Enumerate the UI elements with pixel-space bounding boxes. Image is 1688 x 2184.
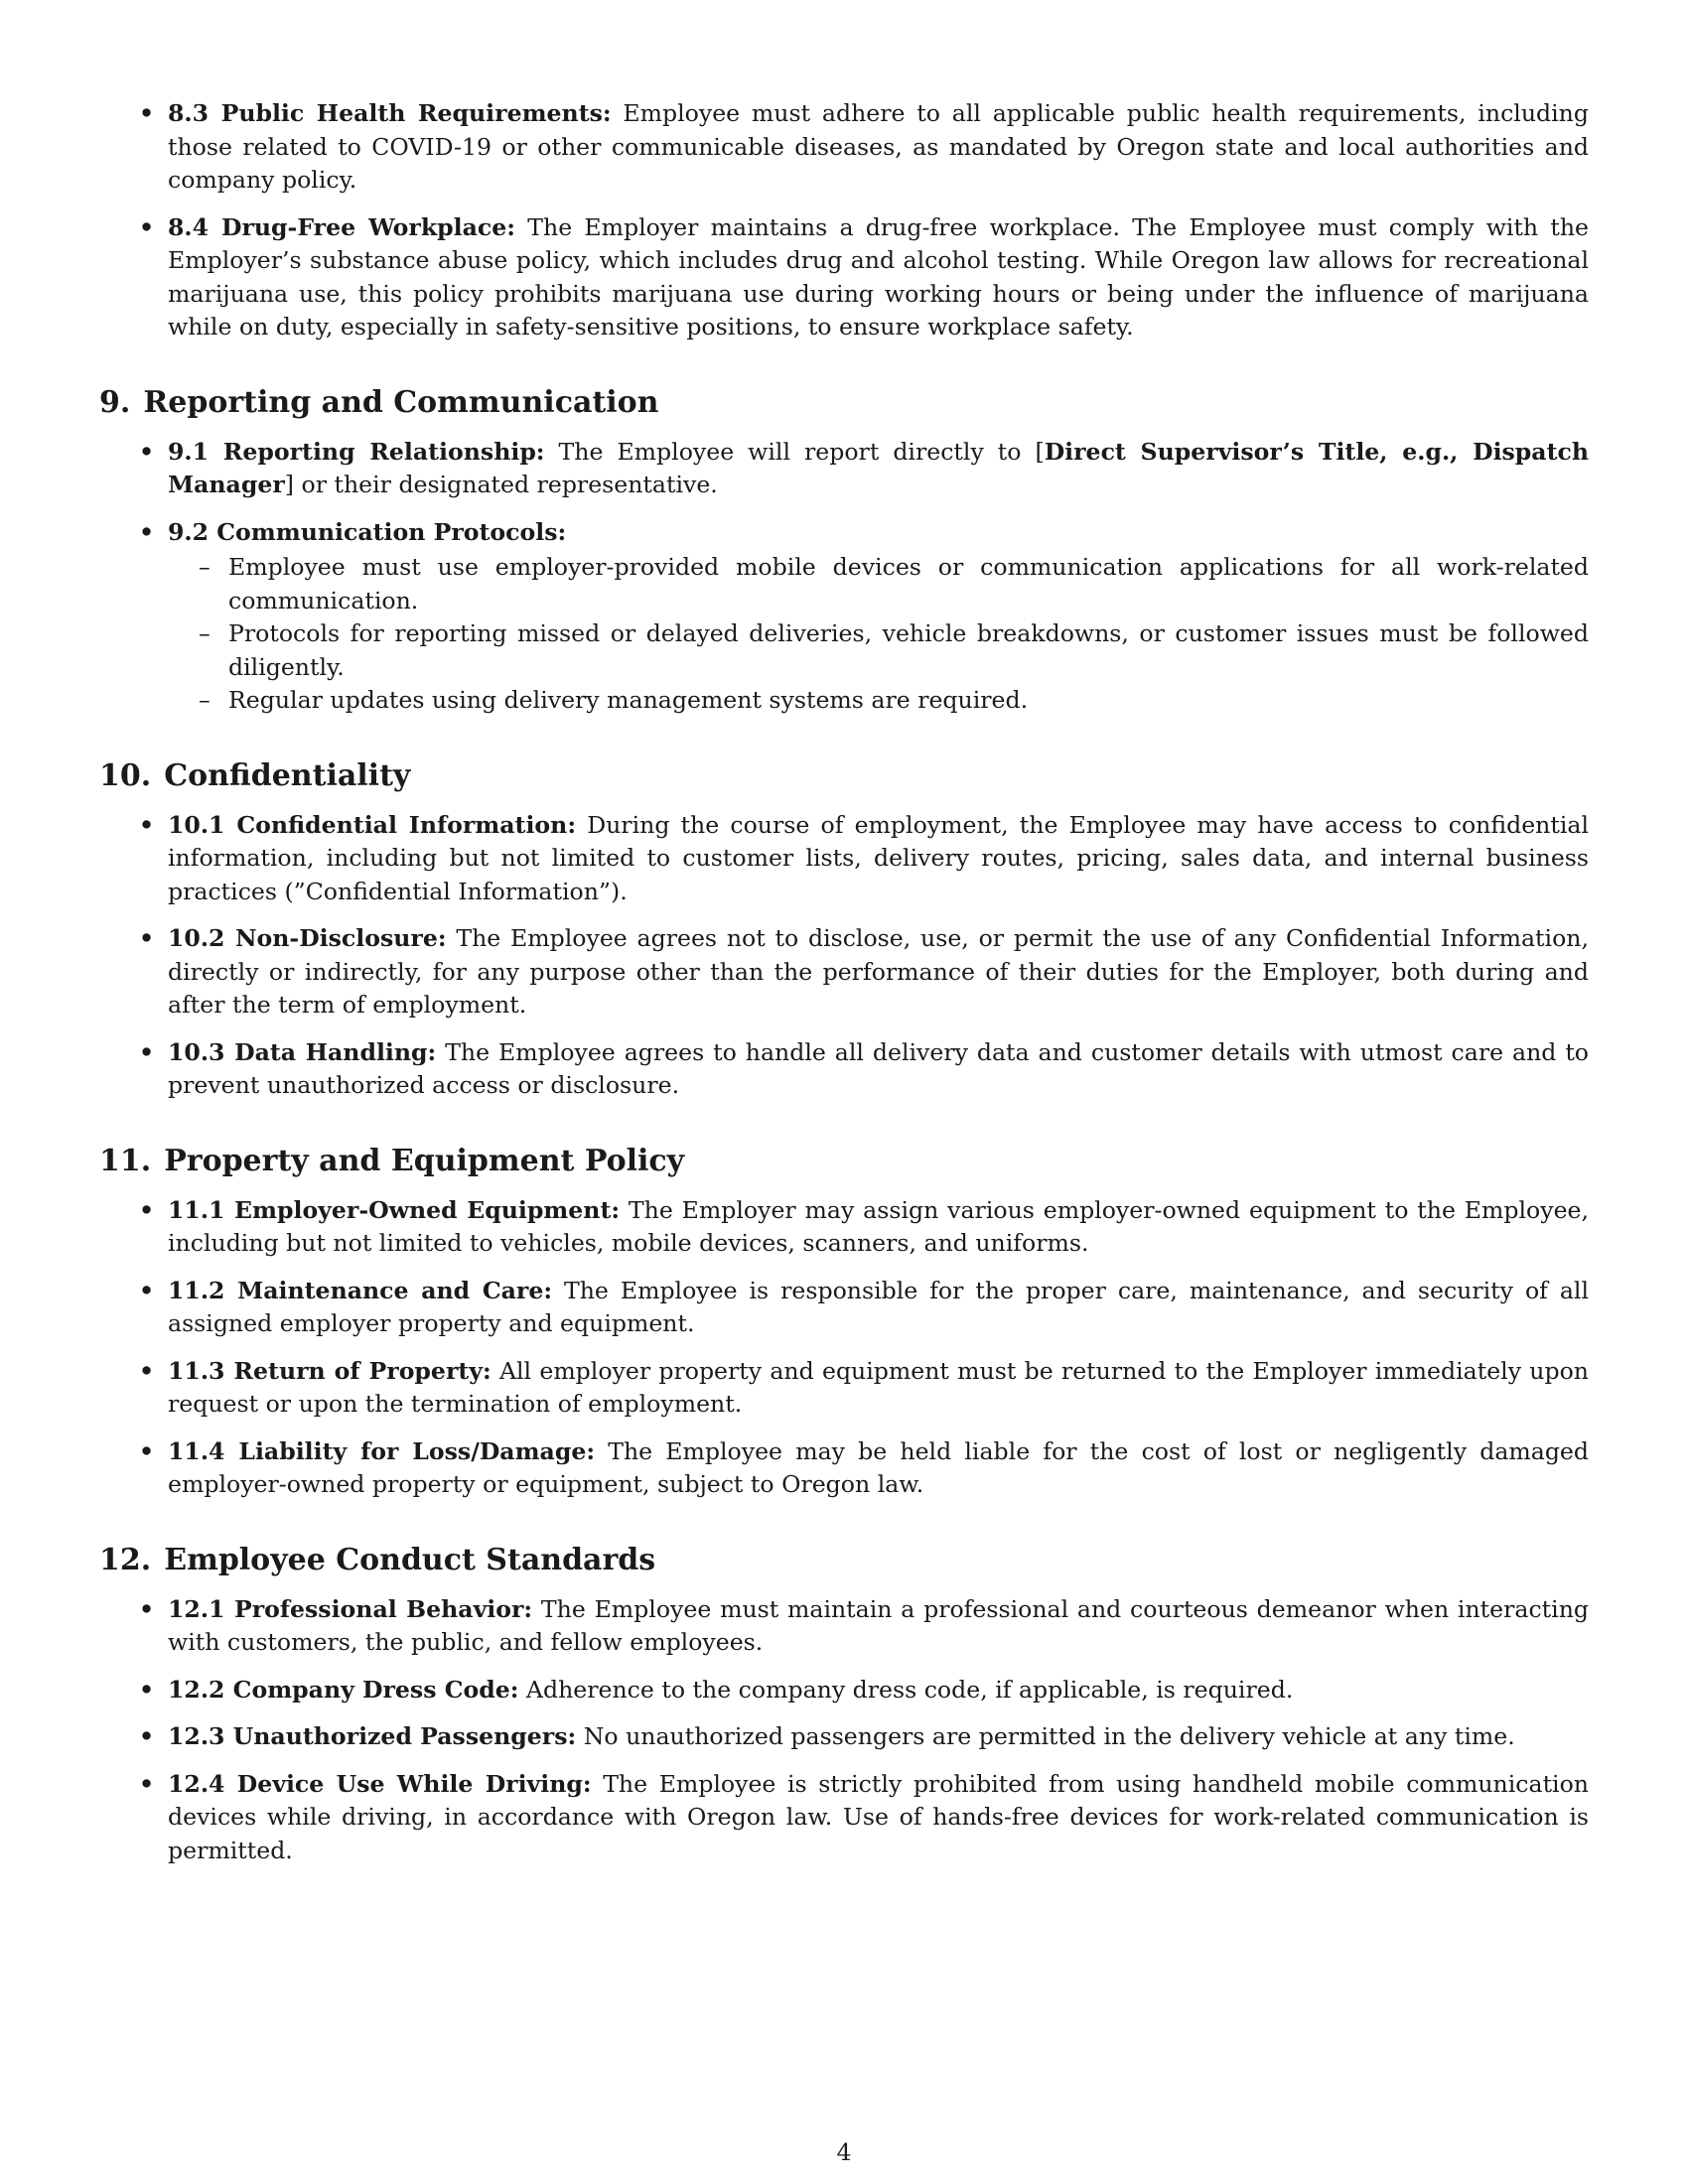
item-label: 12.1 Professional Behavior:: [168, 1594, 533, 1623]
item-label: 10.2 Non-Disclosure:: [168, 924, 447, 952]
list-item: [99, 1036, 1589, 1103]
section-title: Confidentiality: [164, 757, 411, 793]
section-number: 10.: [99, 757, 152, 793]
item-text: The Employee will report directly to [: [544, 437, 1045, 466]
document-page: [99, 97, 1589, 1881]
item-text: Adherence to the company dress code, if applicable, is required.: [518, 1675, 1294, 1704]
list-item: [99, 436, 1589, 502]
list-item: [99, 516, 1589, 550]
dash-icon: –: [199, 686, 211, 714]
list-item: [99, 1194, 1589, 1261]
bullet-icon: •: [139, 1594, 155, 1623]
page-number: 4: [836, 2138, 852, 2166]
item-label: 11.4 Liability for Loss/Damage:: [168, 1436, 596, 1465]
item-text: The Employee is responsible for the proper care, maintenance, and security of all assigned employer property and equipment.: [168, 1276, 1589, 1337]
sub-list-item: – Regular updates using delivery management systems are required.: [99, 684, 1589, 718]
list-item: [99, 211, 1589, 344]
list-item: [99, 922, 1589, 1023]
item-label: 10.3 Data Handling:: [168, 1037, 437, 1066]
item-text: The Employee may be held liable for the cost of lost or negligently damaged employer-owned property or equipment, subject to Oregon law.: [168, 1436, 1589, 1498]
section-title: Reporting and Communication: [143, 384, 659, 420]
list-item: [99, 1720, 1589, 1754]
bullet-icon: •: [139, 212, 155, 241]
bullet-icon: •: [139, 924, 155, 952]
sub-list-item: – Protocols for reporting missed or delayed deliveries, vehicle breakdowns, or customer issues must be followed diligently.: [199, 619, 1589, 681]
list-item: [99, 1435, 1589, 1502]
item-label: 12.2 Company Dress Code:: [168, 1675, 519, 1704]
section-heading: [99, 384, 1589, 422]
item-label: 10.1 Confidential Information:: [168, 810, 577, 839]
sub-list-item: – Employee must use employer-provided mobile devices or communication applications for all work-related communication.: [199, 553, 1589, 614]
sub-list: [99, 551, 1589, 718]
list-item: [99, 1275, 1589, 1341]
item-text: Employee must adhere to all applicable public health requirements, including those related to COVID-19 or other communicable diseases, as mandated by Oregon state and local authorities and company policy.: [168, 99, 1589, 194]
bullet-icon: •: [139, 1675, 155, 1704]
section-number: 11.: [99, 1143, 152, 1178]
section-heading: [99, 1542, 1589, 1579]
item-text: The Employee agrees not to disclose, use, or permit the use of any Confidential Information, directly or indirectly, for any purpose other than the performance of their duties for the Employer, both during and after the term of employment.: [168, 924, 1589, 1019]
bullet-icon: •: [139, 517, 155, 546]
item-label: 8.4 Drug-Free Workplace:: [168, 212, 516, 241]
bullet-icon: •: [139, 437, 155, 466]
section-number: 12.: [99, 1542, 152, 1577]
item-text: The Employee is strictly prohibited from using handheld mobile communication devices while driving, in accordance with Oregon law. Use of hands-free devices for work-related communication is permitted.: [168, 1769, 1590, 1864]
bullet-icon: •: [139, 1276, 155, 1304]
item-label: 12.3 Unauthorized Passengers:: [168, 1722, 577, 1750]
bullet-icon: •: [139, 1436, 155, 1465]
item-text: The Employee must maintain a professional and courteous demeanor when interacting with customers, the public, and fellow employees.: [168, 1594, 1589, 1656]
bullet-icon: •: [139, 1037, 155, 1066]
item-text: The Employer may assign various employer-owned equipment to the Employee, including but not limited to vehicles, mobile devices, scanners, and uniforms.: [168, 1195, 1589, 1257]
list-item: [99, 1768, 1589, 1868]
item-text: All employer property and equipment must be returned to the Employer immediately upon request or upon the termination of employment.: [168, 1356, 1589, 1418]
dash-icon: –: [199, 553, 211, 581]
section-title: Employee Conduct Standards: [164, 1542, 656, 1577]
list-item: [99, 1674, 1589, 1707]
bullet-icon: •: [139, 99, 155, 127]
item-label: 12.4 Device Use While Driving:: [168, 1769, 592, 1798]
item-text: The Employer maintains a drug-free workplace. The Employee must comply with the Employer’s substance abuse policy, which includes drug and alcohol testing. While Oregon law allows for recreational marijuana use, this policy prohibits marijuana use during working hours or being under the influence of marijuana while on duty, especially in safety-sensitive positions, to ensure workplace safety.: [168, 212, 1590, 341]
item-label: 11.3 Return of Property:: [168, 1356, 492, 1385]
list-item: [99, 1355, 1589, 1422]
item-text-after: ] or their designated representative.: [284, 471, 718, 498]
section-heading: [99, 1143, 1589, 1180]
bullet-icon: •: [139, 1722, 155, 1750]
section-heading: [99, 757, 1589, 795]
item-text: During the course of employment, the Employee may have access to confidential information, including but not limited to customer lists, delivery routes, pricing, sales data, and internal business practices (”Confidential Information”).: [168, 810, 1589, 905]
section-number: 9.: [99, 384, 131, 420]
bullet-icon: •: [139, 1195, 155, 1224]
item-label: 11.1 Employer-Owned Equipment:: [168, 1195, 621, 1224]
item-label: 9.1 Reporting Relationship:: [168, 437, 545, 466]
item-text: No unauthorized passengers are permitted in the delivery vehicle at any time.: [576, 1722, 1515, 1750]
list-item: [99, 97, 1589, 198]
bullet-icon: •: [139, 810, 155, 839]
item-label: 9.2 Communication Protocols:: [168, 517, 567, 546]
list-item: [99, 809, 1589, 909]
list-item: [99, 1593, 1589, 1660]
placeholder-text: Direct Supervisor’s Title, e.g., Dispatch Manager: [168, 437, 1590, 498]
section-title: Property and Equipment Policy: [164, 1143, 685, 1178]
item-label: 8.3 Public Health Requirements:: [168, 99, 612, 127]
item-label: 11.2 Maintenance and Care:: [168, 1276, 553, 1304]
item-text: The Employee agrees to handle all delivery data and customer details with utmost care and to prevent unauthorized access or disclosure.: [168, 1037, 1590, 1099]
bullet-icon: •: [139, 1769, 155, 1798]
bullet-icon: •: [139, 1356, 155, 1385]
dash-icon: –: [199, 619, 211, 647]
